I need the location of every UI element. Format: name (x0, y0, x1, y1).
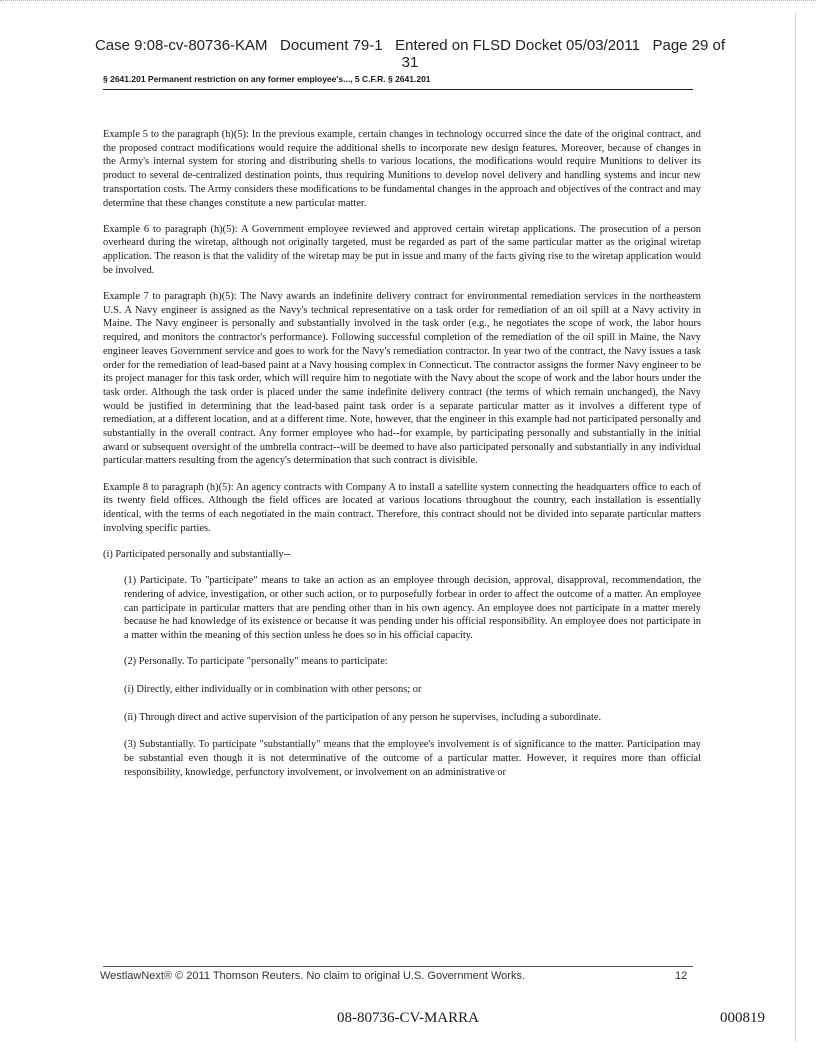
personally-definition: (2) Personally. To participate "personally" means to participate: (124, 656, 388, 668)
westlaw-running-title: § 2641.201 Permanent restriction on any former employee's..., 5 C.F.R. § 2641.201 (103, 74, 693, 90)
bates-number: 000819 (720, 1010, 765, 1026)
scan-right-edge (795, 12, 796, 1042)
substantially-definition: (3) Substantially. To participate "substantially" means that the employee's involvement is of significance to the matter. Participation may be substantial even though it is not determinative of the outcome of a particular matter. However, it requires more than official responsibility, knowledge, perfunctory involvement, or involvement on an administrative or (124, 739, 701, 778)
document-body (103, 128, 701, 792)
case-header-line2: 31 (401, 54, 419, 71)
supervision-clause: (ii) Through direct and active supervision of the participation of any person he supervises, including a subordinate. (124, 711, 602, 723)
directly-clause: (i) Directly, either individually or in combination with other persons; or (124, 683, 422, 695)
example-7-paragraph: Example 7 to paragraph (h)(5): The Navy awards an indefinite delivery contract for environmental remediation services in the northeastern U.S. A Navy engineer is assigned as the Navy's technical representative on a task order for remediation of an oil spill at a Navy activity in Maine. The Navy engineer is personally and substantially involved in the task order (e.g., he negotiates the scope of work, the labor hours required, and monitors the contractor's performance). Following successful completion of the remediation of the oil spill in Maine, the Navy engineer leaves Government service and goes to work for the Navy's remediation contractor. In year two of the contract, the Navy issues a task order for the remediation of lead-based paint at a Navy housing complex in Connecticut. The contractor assigns the former Navy engineer to be its project manager for this task order, which will require him to negotiate with the Navy about the scope of work and the labor hours under the task order. Although the task order is placed under the same indefinite delivery contract (the terms of which remain unchanged), the Navy would be justified in determining that the lead-based paint task order is a separate particular matter as it involves a different type of remediation, at a different location, and at a different time. Note, however, that the engineer in this example had not participated personally and substantially in the overall contract. Any former employee who had--for example, by participating personally and substantially in the initial award or subsequent oversight of the umbrella contract--will be deemed to have also participated personally and substantially in any individual particular matters resulting from the agency's determination that such contract is divisible. (103, 291, 701, 467)
example-6-paragraph: Example 6 to paragraph (h)(5): A Government employee reviewed and approved certain wiretap applications. The prosecution of a person overheard during the wiretap, although not originally targeted, must be regarded as part of the same particular matter as the original wiretap application. The reason is that the validity of the wiretap may be put in issue and many of the facts giving rise to the wiretap application would be involved. (103, 223, 701, 276)
scan-top-edge (0, 0, 816, 9)
westlaw-copyright-footer: WestlawNext® © 2011 Thomson Reuters. No claim to original U.S. Government Works. (100, 970, 525, 982)
example-5-paragraph: Example 5 to the paragraph (h)(5): In the previous example, certain changes in technology occurred since the date of the original contract, and the proposed contract modifications would require the additional shells to incorporate new design features. Moreover, because of changes in the Army's internal system for storing and distributing shells to various locations, the modifications would require Munitions to deliver its product to several de-centralized destination points, thus requiring Munitions to develop novel delivery and handling systems and incur new transportation costs. The Army considers these modifications to be fundamental changes in the approach and objectives of the contract and may determine that these changes constitute a new particular matter. (103, 129, 701, 209)
case-header-line1: Case 9:08-cv-80736-KAM Document 79-1 Entered on FLSD Docket 05/03/2011 Page 29 of (94, 37, 726, 54)
example-8-paragraph: Example 8 to paragraph (h)(5): An agency contracts with Company A to install a satellite system connecting the headquarters office to each of its twenty field offices. Although the field offices are located at various locations throughout the country, each installation is essentially identical, with the terms of each negotiated in the main contract. Therefore, this contract should not be divided into separate particular matters involving specific parties. (103, 481, 701, 534)
footer-divider (103, 966, 693, 967)
participate-definition: (1) Participate. To "participate" means to take an action as an employee through decision, approval, disapproval, recommendation, the rendering of advice, investigation, or other such action, or to purposefully forbear in order to affect the outcome of a matter. An employee can participate in particular matters that are pending other than in his own agency. An employee does not participate in a matter merely because he had knowledge of its existence or because it was pending under his official responsibility. An employee does not participate in a matter within the meaning of this section unless he does so in his official capacity. (124, 575, 701, 641)
section-i-heading: (i) Participated personally and substantially-- (103, 548, 291, 560)
court-filing-header (60, 37, 760, 71)
bates-case-label: 08-80736-CV-MARRA (337, 1010, 479, 1026)
footer-page-number: 12 (675, 970, 688, 982)
